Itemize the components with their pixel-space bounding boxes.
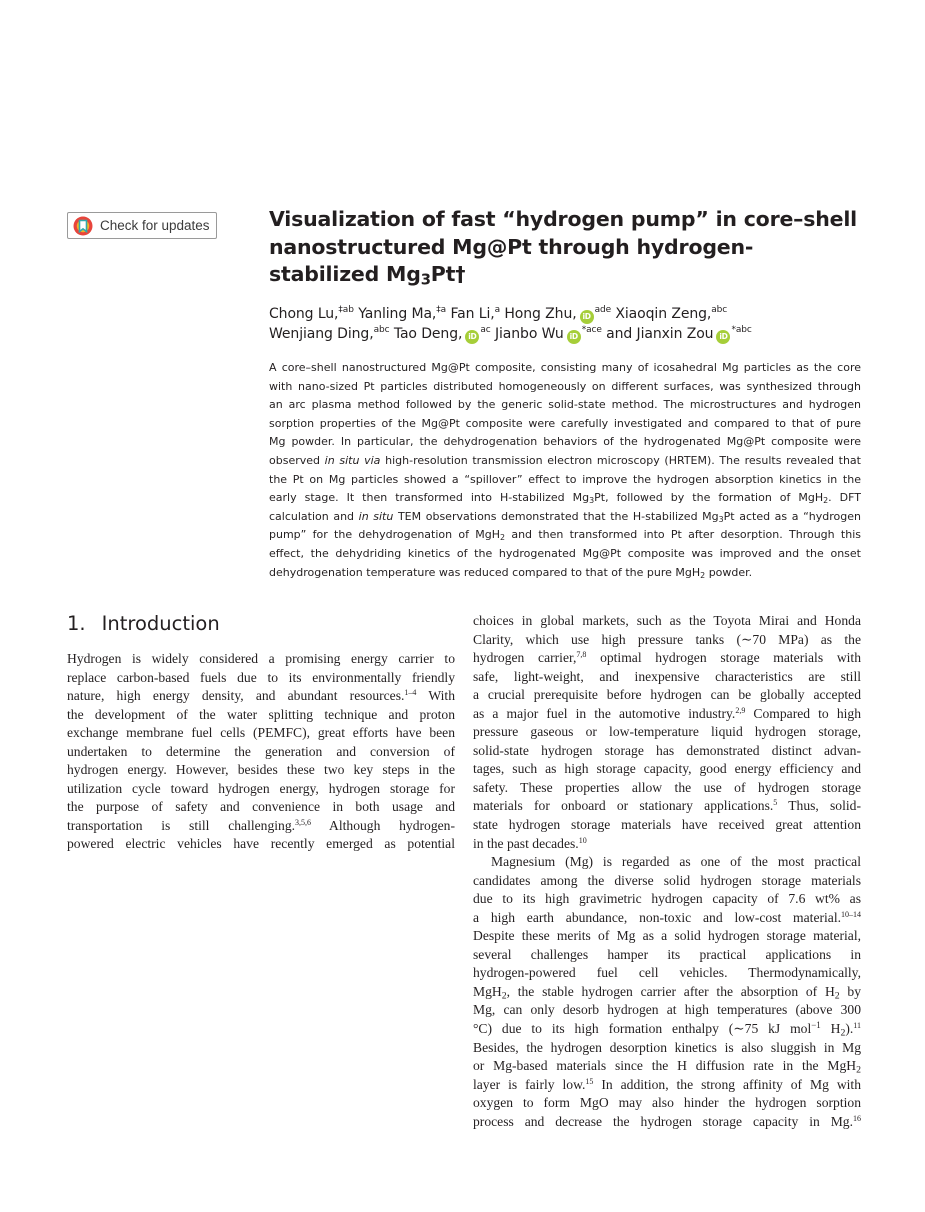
paragraph-line: replace carbon-based fuels due to its environmentally friendly bbox=[67, 669, 455, 685]
abstract-line: early stage. It then transformed into H-stabilized $Mg_3Pt$, followed by the formation of MgH$_2$. DFT bbox=[269, 491, 861, 506]
citation-ref[interactable]: 3,5,6 bbox=[295, 817, 312, 827]
orcid-icon[interactable]: iD bbox=[465, 330, 479, 344]
author-name: Tao Deng, bbox=[393, 326, 463, 342]
author-name: Jianbo Wu bbox=[494, 326, 564, 342]
citation-ref[interactable]: 11 bbox=[853, 1021, 861, 1031]
paragraph-line: tages, such as high storage capacity, good energy efficiency and bbox=[473, 761, 861, 777]
paragraph-line: transportation is still challenging.$^{3,5,6}$ Although hydrogen- bbox=[67, 817, 455, 833]
paragraph-line: solid-state hydrogen storage has demonstrated distinct advan- bbox=[473, 742, 861, 758]
check-for-updates-button[interactable] bbox=[67, 212, 217, 239]
paragraph-line: safety. These properties allow the use of hydrogen storage bbox=[473, 779, 861, 795]
paragraph-line: °C) due to its high formation enthalpy (∼75 kJ mol$^{-1}$ $H_2).^{11}$ bbox=[473, 1020, 861, 1039]
citation-ref[interactable]: 10 bbox=[578, 835, 587, 845]
article-title bbox=[269, 206, 869, 289]
orcid-icon[interactable]: iD bbox=[580, 310, 594, 324]
citation-ref[interactable]: 15 bbox=[585, 1076, 594, 1086]
affiliation-marks: a bbox=[494, 305, 501, 315]
body-column-left bbox=[67, 650, 455, 854]
abstract-line: the Pt on Mg particles showed a “spillover” effect to improve the hydrogen absorption kinetics in the bbox=[269, 472, 861, 486]
abstract-line: an arc plasma method followed by the generic solid-state method. The microstructures and hydrogen bbox=[269, 398, 861, 412]
paragraph-line: materials for onboard or stationary applications.$^5$ Thus, solid- bbox=[473, 798, 861, 814]
affiliation-marks: *abc bbox=[731, 325, 752, 335]
paragraph-line: hydrogen energy. However, besides these two key steps in the bbox=[67, 762, 455, 778]
paragraph-line: powered electric vehicles have recently emerged as potential bbox=[67, 836, 455, 852]
title-line: Visualization of fast “hydrogen pump” in core–shell bbox=[269, 207, 857, 231]
citation-ref[interactable]: 5 bbox=[773, 798, 778, 808]
paragraph-line: process and decrease the hydrogen storage capacity in Mg.$^{16}$ bbox=[473, 1113, 861, 1129]
author-name: Hong Zhu, bbox=[504, 306, 577, 322]
affiliation-marks: ‡a bbox=[436, 305, 447, 315]
paragraph-line: Magnesium (Mg) is regarded as one of the most practical bbox=[491, 854, 861, 870]
abstract-line: A core–shell nanostructured Mg@Pt composite, consisting many of icosahedral Mg particles as the core bbox=[269, 361, 861, 374]
paragraph-line: layer is fairly low.$^{15}$ In addition, the strong affinity of Mg with bbox=[473, 1076, 861, 1092]
body-column-right bbox=[473, 612, 861, 1131]
paragraph-line: pressure gaseous or low-temperature liquid hydrogen storage, bbox=[473, 724, 861, 740]
check-for-updates-label: Check for updates bbox=[100, 218, 210, 233]
paragraph-line: Besides, the hydrogen desorption kinetics is also sluggish in Mg bbox=[473, 1039, 861, 1055]
paragraph-line: Mg, can only desorb hydrogen at high temperatures (above 300 bbox=[473, 1002, 861, 1018]
section-title: Introduction bbox=[101, 612, 220, 635]
paragraph-line: the development of the water splitting technique and proton bbox=[67, 706, 455, 722]
abstract-line: effect, the dehydriding kinetics of the hydrogenated Mg@Pt composite was improved and the onset bbox=[269, 546, 861, 560]
citation-ref[interactable]: 2,9 bbox=[735, 705, 746, 715]
abstract-line: pump” for the dehydrogenation of MgH$_2$ and then transformed into Pt after desorption. Through this bbox=[269, 528, 861, 543]
author-list bbox=[269, 304, 869, 344]
paragraph-line: undertaken to determine the generation and conversion of bbox=[67, 743, 455, 759]
affiliation-marks: ade bbox=[594, 305, 612, 315]
crossmark-icon bbox=[73, 216, 93, 236]
paragraph-line: Hydrogen is widely considered a promising energy carrier to bbox=[67, 651, 455, 666]
paragraph-line: a high earth abundance, non-toxic and low-cost material.$^{10-14}$ bbox=[473, 909, 861, 925]
author-name: Yanling Ma, bbox=[358, 306, 437, 322]
orcid-icon[interactable]: iD bbox=[567, 330, 581, 344]
citation-ref[interactable]: 16 bbox=[853, 1113, 861, 1123]
paragraph-line: exchange membrane fuel cells (PEMFC), great efforts have been bbox=[67, 725, 455, 741]
affiliation-marks: ac bbox=[480, 325, 491, 335]
paragraph-line: due to its high gravimetric hydrogen capacity of 7.6 wt% as bbox=[473, 891, 861, 907]
author-name: Fan Li, bbox=[450, 306, 495, 322]
section-number: 1. bbox=[67, 612, 86, 635]
author-name: Xiaoqin Zeng, bbox=[615, 306, 712, 322]
citation-ref[interactable]: 7,8 bbox=[576, 650, 587, 660]
affiliation-marks: *ace bbox=[581, 325, 602, 335]
orcid-icon[interactable]: iD bbox=[716, 330, 730, 344]
affiliation-marks: ‡ab bbox=[338, 305, 354, 315]
abstract bbox=[269, 359, 861, 582]
citation-ref[interactable]: 1–4 bbox=[404, 688, 417, 698]
paragraph-line: hydrogen carrier,$^{7,8}$ optimal hydrogen storage materials with bbox=[473, 650, 861, 666]
author-name: and Jianxin Zou bbox=[606, 326, 714, 342]
abstract-line: sorption properties of the Mg@Pt composite were carefully investigated and compared to that of pure bbox=[269, 416, 861, 430]
author-name: Chong Lu, bbox=[269, 306, 339, 322]
paragraph-line: or Mg-based materials since the H diffusion rate in the MgH$_2$ bbox=[473, 1058, 861, 1076]
paragraph-line: candidates among the diverse solid hydrogen storage materials bbox=[473, 872, 861, 888]
paragraph-line: choices in global markets, such as the Toyota Mirai and Honda bbox=[473, 613, 861, 628]
paragraph-line: Despite these merits of Mg as a solid hydrogen storage material, bbox=[473, 928, 861, 944]
paragraph-line: safe, light-weight, and inexpensive characteristics are still bbox=[473, 668, 861, 684]
affiliation-marks: abc bbox=[373, 325, 390, 335]
paragraph-line: Clarity, which use high pressure tanks (∼70 MPa) as the bbox=[473, 631, 861, 647]
citation-ref[interactable]: 10–14 bbox=[841, 909, 861, 919]
title-line: stabilized $Mg_3Pt\dagger$ bbox=[269, 262, 466, 289]
paragraph-line: state hydrogen storage materials have received great attention bbox=[473, 817, 861, 833]
paragraph-line: several challenges hamper its practical applications in bbox=[473, 946, 861, 962]
paragraph-line: MgH$_2$, the stable hydrogen carrier after the absorption of $H_2$ by bbox=[473, 983, 861, 1002]
abstract-line: Mg powder. In particular, the dehydrogenation behaviors of the hydrogenated Mg@Pt composite were bbox=[269, 435, 861, 449]
paragraph-line: utilization cycle toward hydrogen energy, hydrogen storage for bbox=[67, 780, 455, 796]
author-line bbox=[269, 324, 869, 344]
abstract-line: calculation and in situ TEM observations demonstrated that the H-stabilized $Mg_3Pt$ acted as a “hydrogen bbox=[269, 509, 861, 524]
author-line bbox=[269, 304, 869, 324]
paragraph-line: nature, high energy density, and abundant resources.$^{1-4}$ With bbox=[67, 688, 455, 704]
paragraph-line: in the past decades.$^{10}$ bbox=[473, 835, 587, 851]
abstract-line: with nano-sized Pt particles distributed homogeneously on different surfaces, was synthesized through bbox=[269, 379, 861, 393]
section-heading bbox=[67, 612, 220, 635]
paragraph-line: a crucial prerequisite before hydrogen can be globally accepted bbox=[473, 687, 861, 703]
paragraph-line: the purpose of safety and convenience in both usage and bbox=[67, 799, 455, 815]
paragraph-line: as a major fuel in the automotive industry.$^{2,9}$ Compared to high bbox=[473, 705, 861, 721]
paragraph-line: oxygen to form MgO may also hinder the hydrogen sorption bbox=[473, 1095, 861, 1111]
author-name: Wenjiang Ding, bbox=[269, 326, 374, 342]
paragraph-line: hydrogen-powered fuel cell vehicles. Thermodynamically, bbox=[473, 965, 861, 981]
abstract-line: dehydrogenation temperature was reduced compared to that of the pure MgH$_2$ powder. bbox=[269, 565, 753, 580]
affiliation-marks: abc bbox=[711, 305, 728, 315]
abstract-line: observed in situ via high-resolution transmission electron microscopy (HRTEM). The results revealed that bbox=[269, 453, 861, 467]
title-line: nanostructured Mg@Pt through hydrogen- bbox=[269, 234, 754, 259]
